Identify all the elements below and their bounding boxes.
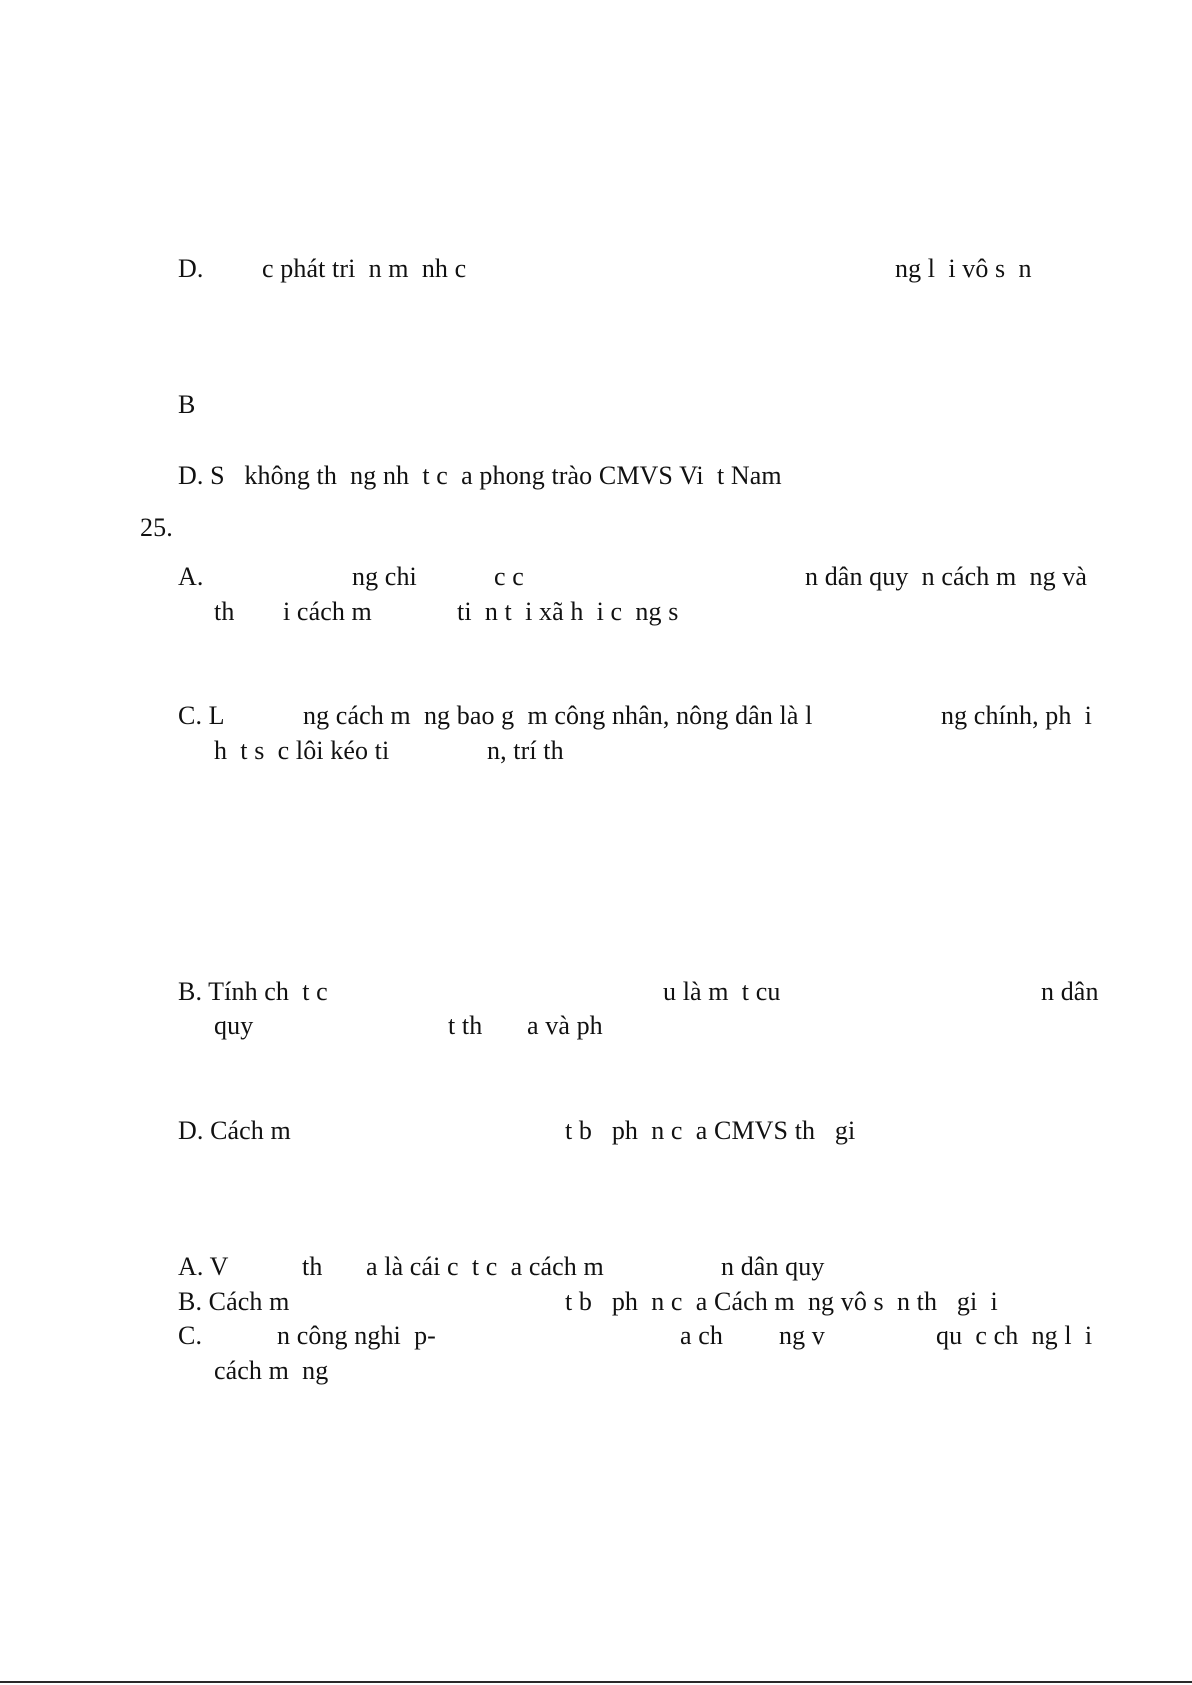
text-fragment: n dân bbox=[1041, 977, 1099, 1006]
text-fragment: ng cách m ng bao g m công nhân, nông dân là l bbox=[303, 701, 813, 730]
text-fragment: a là cái c t c a cách m bbox=[366, 1252, 604, 1281]
text-fragment: B. Tính ch t c bbox=[178, 977, 328, 1006]
text-fragment: a ch bbox=[680, 1321, 723, 1350]
text-fragment: a và ph bbox=[527, 1011, 603, 1040]
text-fragment: n, trí th bbox=[487, 736, 564, 765]
text-fragment: n dân quy bbox=[721, 1252, 825, 1281]
text-fragment: n dân quy n cách m ng và bbox=[805, 562, 1088, 591]
text-fragment: ng chính, ph i bbox=[941, 701, 1092, 730]
text-fragment: quy bbox=[214, 1011, 254, 1040]
text-fragment: t b ph n c a Cách m ng vô s n th gi i bbox=[565, 1287, 998, 1316]
text-fragment: D. S không th ng nh t c a phong trào CMVS Vi t Nam bbox=[178, 461, 782, 490]
text-fragment: ng chi bbox=[352, 562, 417, 591]
text-fragment: c phát tri n m nh c bbox=[262, 254, 467, 283]
text-fragment: th bbox=[214, 597, 235, 626]
text-fragment: ng v bbox=[779, 1321, 825, 1350]
text-fragment: ti n t i xã h i c ng s bbox=[457, 597, 679, 626]
text-fragment: n công nghi p- bbox=[277, 1321, 436, 1350]
text-fragment: u là m t cu bbox=[663, 977, 781, 1006]
text-fragment: A. V bbox=[178, 1252, 229, 1281]
text-fragment: C. L bbox=[178, 701, 225, 730]
text-fragment: i cách m bbox=[283, 597, 372, 626]
text-fragment: B bbox=[178, 390, 196, 419]
text-fragment: cách m ng bbox=[214, 1356, 329, 1385]
text-fragment: B. Cách m bbox=[178, 1287, 290, 1316]
text-fragment: C. bbox=[178, 1321, 203, 1350]
text-fragment: D. Cách m bbox=[178, 1116, 291, 1145]
question-number: 25. bbox=[140, 513, 173, 542]
text-fragment: t th bbox=[448, 1011, 483, 1040]
text-fragment: A. bbox=[178, 562, 204, 591]
text-fragment: h t s c lôi kéo ti bbox=[214, 736, 390, 765]
text-fragment: ng l i vô s n bbox=[895, 254, 1032, 283]
text-fragment: t b ph n c a CMVS th gi bbox=[565, 1116, 856, 1145]
text-fragment: th bbox=[302, 1252, 323, 1281]
text-fragment: D. bbox=[178, 254, 204, 283]
text-fragment: c c bbox=[494, 562, 524, 591]
page-bottom-divider bbox=[0, 1681, 1192, 1683]
text-fragment: qu c ch ng l i bbox=[936, 1321, 1093, 1350]
